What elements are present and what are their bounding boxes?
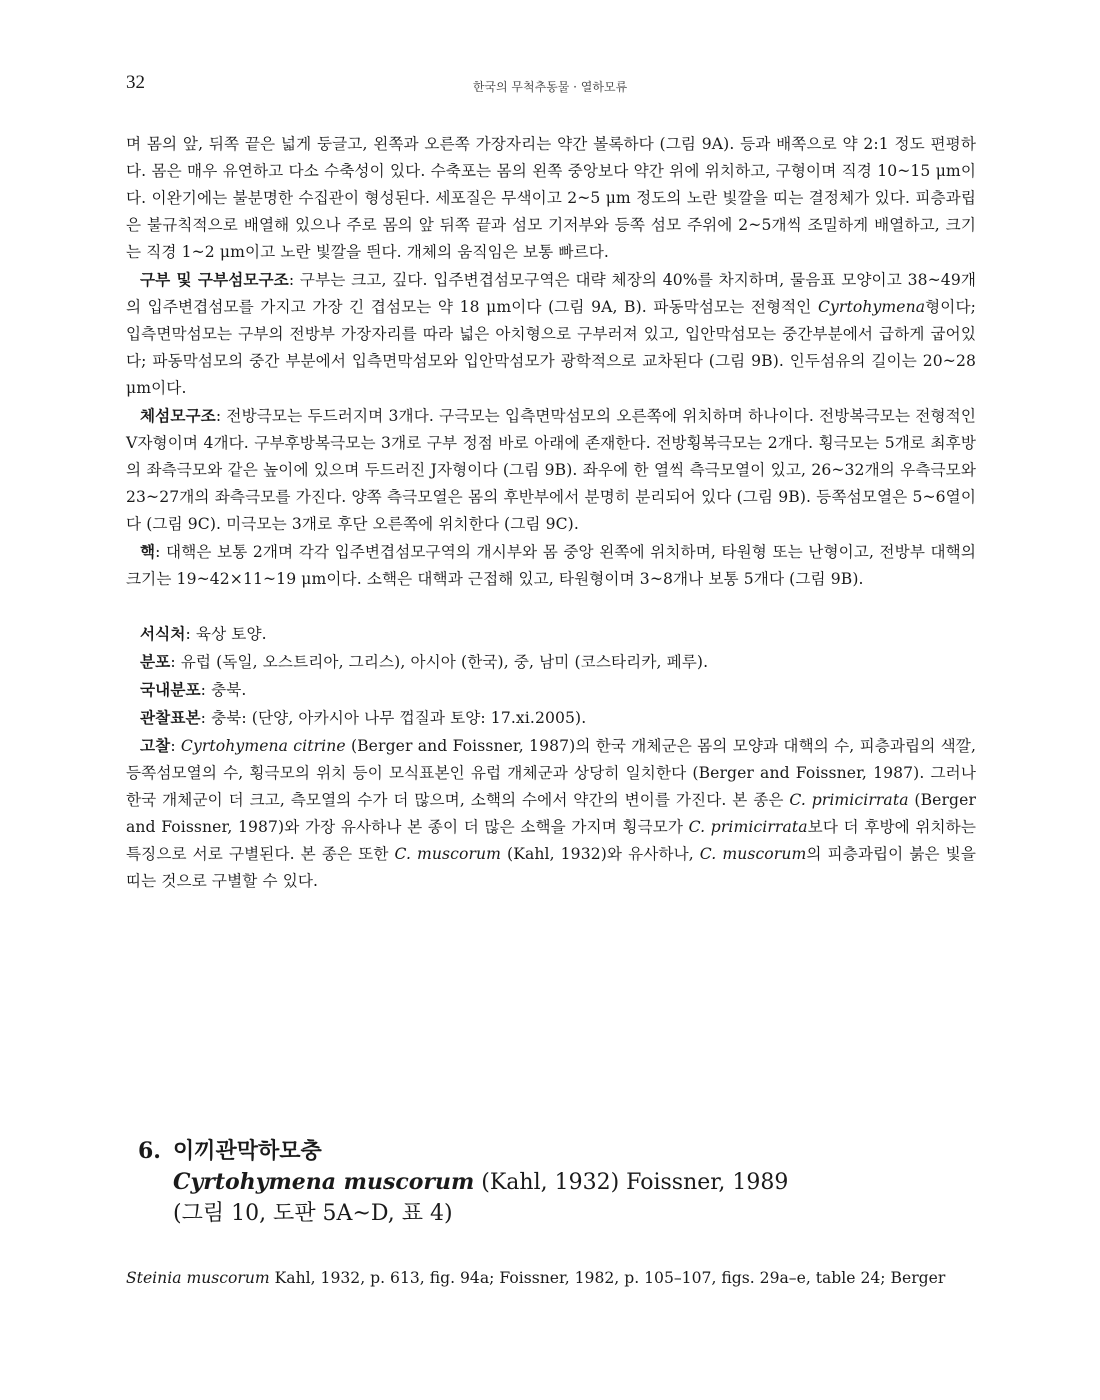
distribution-line [126,648,976,676]
synonym-name: Steinia muscorum [126,1269,270,1287]
specimen-label: 관찰표본 [140,708,201,727]
buccal-text-b: 형이다; 입측면막섬모는 구부의 전방부 가장자리를 따라 넓은 아치형으로 구부러져 있고, 입안막섬모는 중간부분에서 급하게 굽어있다; 파동막섬모의 중간 부분에서 입측면막섬모와 입안막섬모가 광학적으로 교차된다 (그림 9B). 인두섬유의 길이는 20~28 μm이다. [126,298,976,397]
species-description [126,131,976,895]
distribution-text: : 유럽 (독일, 오스트리아, 그리스), 아시아 (한국), 중, 남미 (코스타리카, 페루). [170,653,709,671]
scientific-name: Cyrtohymena muscorum [173,1169,475,1195]
remarks-species-3: C. primicirrata [688,818,808,836]
synonym-citation: Kahl, 1932, p. 613, fig. 94a; Foissner, 1982, p. 105–107, figs. 29a–e, table 24; Berger [269,1269,946,1287]
remarks-text-c: (Berger and Foissner, 1987)와 가장 유사하나 본 종이 더 많은 소핵을 가지며 횡극모가 [126,791,976,836]
remarks-text-d: 보다 더 후방에 위치하는 특징으로 서로 구별된다. 본 종은 또한 [126,818,976,863]
remarks-species-1: Cyrtohymena citrine [180,737,346,755]
remarks-text-f: 의 피층과립이 붉은 빛을 띠는 것으로 구별할 수 있다. [126,845,976,890]
remarks-species-2: C. primicirrata [789,791,909,809]
species-heading [138,1136,958,1229]
synonymy-line [126,1265,976,1292]
nucleus-text: : 대핵은 보통 2개며 각각 입주변겹섬모구역의 개시부와 몸 중앙 왼쪽에 위치하며, 타원형 또는 난형이고, 전방부 대핵의 크기는 19~42×11~19 μm이다. 소핵은 대핵과 근접해 있고, 타원형이며 3~8개나 보통 5개다 (그림 9B). [126,543,976,588]
korea-distribution-line [126,676,976,704]
korea-distribution-label: 국내분포 [140,680,201,699]
buccal-text-a: : 구부는 크고, 깊다. 입주변겹섬모구역은 대략 체장의 40%를 차지하며, 물음표 모양이고 38~49개의 입주변겹섬모를 가지고 가장 긴 겹섬모는 약 18 μm이다 (그림 9A, B). 파동막섬모는 전형적인 [126,271,977,316]
cirri-paragraph [126,402,976,538]
specimen-text: : 충북: (단양, 아카시아 나무 껍질과 토양: 17.xi.2005). [200,709,587,727]
distribution-label: 분포 [140,652,171,671]
buccal-label: 구부 및 구부섬모구조 [140,270,289,289]
remarks-species-5: C. muscorum [699,845,807,863]
habitat-text: : 육상 토양. [185,625,267,643]
species-heading-line-2 [138,1167,958,1198]
page-number: 32 [126,72,145,93]
running-title: 한국의 무척추동물 · 열하모류 [472,80,628,94]
remarks-label: 고찰 [140,736,171,755]
specimen-line [126,704,976,732]
remarks-species-4: C. muscorum [394,845,502,863]
remarks-text-e: (Kahl, 1932)와 유사하나, [501,845,700,863]
remarks-text-b: (Berger and Foissner, 1987)의 한국 개체군은 몸의 모양과 대핵의 수, 피층과립의 색깔, 등쪽섬모열의 수, 횡극모의 위치 등이 모식표본인 유럽 개체군과 상당히 일치한다 (Berger and Foissner, 1987). 그러나 한국 개체군이 더 크고, 측모열의 수가 더 많으며, 소핵의 수에서 약간의 변이를 가진다. 본 종은 [126,737,976,809]
morphology-paragraph: 며 몸의 앞, 뒤쪽 끝은 넓게 둥글고, 왼쪽과 오른쪽 가장자리는 약간 볼록하다 (그림 9A). 등과 배쪽으로 약 2:1 정도 편평하다. 몸은 매우 유연하고 다소 수축성이 있다. 수축포는 몸의 왼쪽 중앙보다 약간 위에 위치하고, 구형이며 직경 10~15 μm이다. 이완기에는 불분명한 수집관이 형성된다. 세포질은 무색이고 2~5 μm 정도의 노란 빛깔을 띠는 결정체가 있다. 피층과립은 불규칙적으로 배열해 있으나 주로 몸의 앞 뒤쪽 끝과 섬모 기저부와 등쪽 섬모 주위에 2~5개씩 조밀하게 배열하고, 크기는 직경 1~2 μm이고 노란 빛깔을 띈다. 개체의 움직임은 보통 빠르다. [126,135,976,261]
cirri-label: 체섬모구조 [140,406,216,425]
remarks-text-a: : [170,737,181,755]
authority: (Kahl, 1932) Foissner, 1989 [474,1170,789,1195]
habitat-line [126,620,976,648]
buccal-genus: Cyrtohymena [817,298,926,316]
korea-distribution-text: : 충북. [200,681,247,699]
figure-reference: (그림 10, 도판 5A~D, 표 4) [173,1201,453,1226]
remarks-paragraph [126,732,976,895]
nucleus-label: 핵 [140,542,156,561]
nucleus-paragraph [126,538,976,593]
cirri-text: : 전방극모는 두드러지며 3개다. 구극모는 입측면막섬모의 오른쪽에 위치하며 하나이다. 전방복극모는 전형적인 V자형이며 4개다. 구부후방복극모는 3개로 구부 정점 바로 아래에 존재한다. 전방횡복극모는 2개다. 횡극모는 5개로 최후방의 좌측극모와 같은 높이에 있으며 두드러진 J자형이다 (그림 9B). 좌우에 한 열씩 측극모열이 있고, 26~32개의 우측극모와 23~27개의 좌측극모를 가진다. 양쪽 측극모열은 몸의 후반부에서 분명히 분리되어 있다 (그림 9B). 등쪽섬모열은 5~6열이다 (그림 9C). 미극모는 3개로 후단 오른쪽에 위치한다 (그림 9C). [126,407,976,533]
buccal-paragraph [126,266,976,402]
species-number: 6. [138,1138,161,1164]
species-heading-line-1 [138,1136,958,1167]
habitat-label: 서식처 [140,624,186,643]
korean-name: 이끼관막하모충 [173,1138,322,1164]
